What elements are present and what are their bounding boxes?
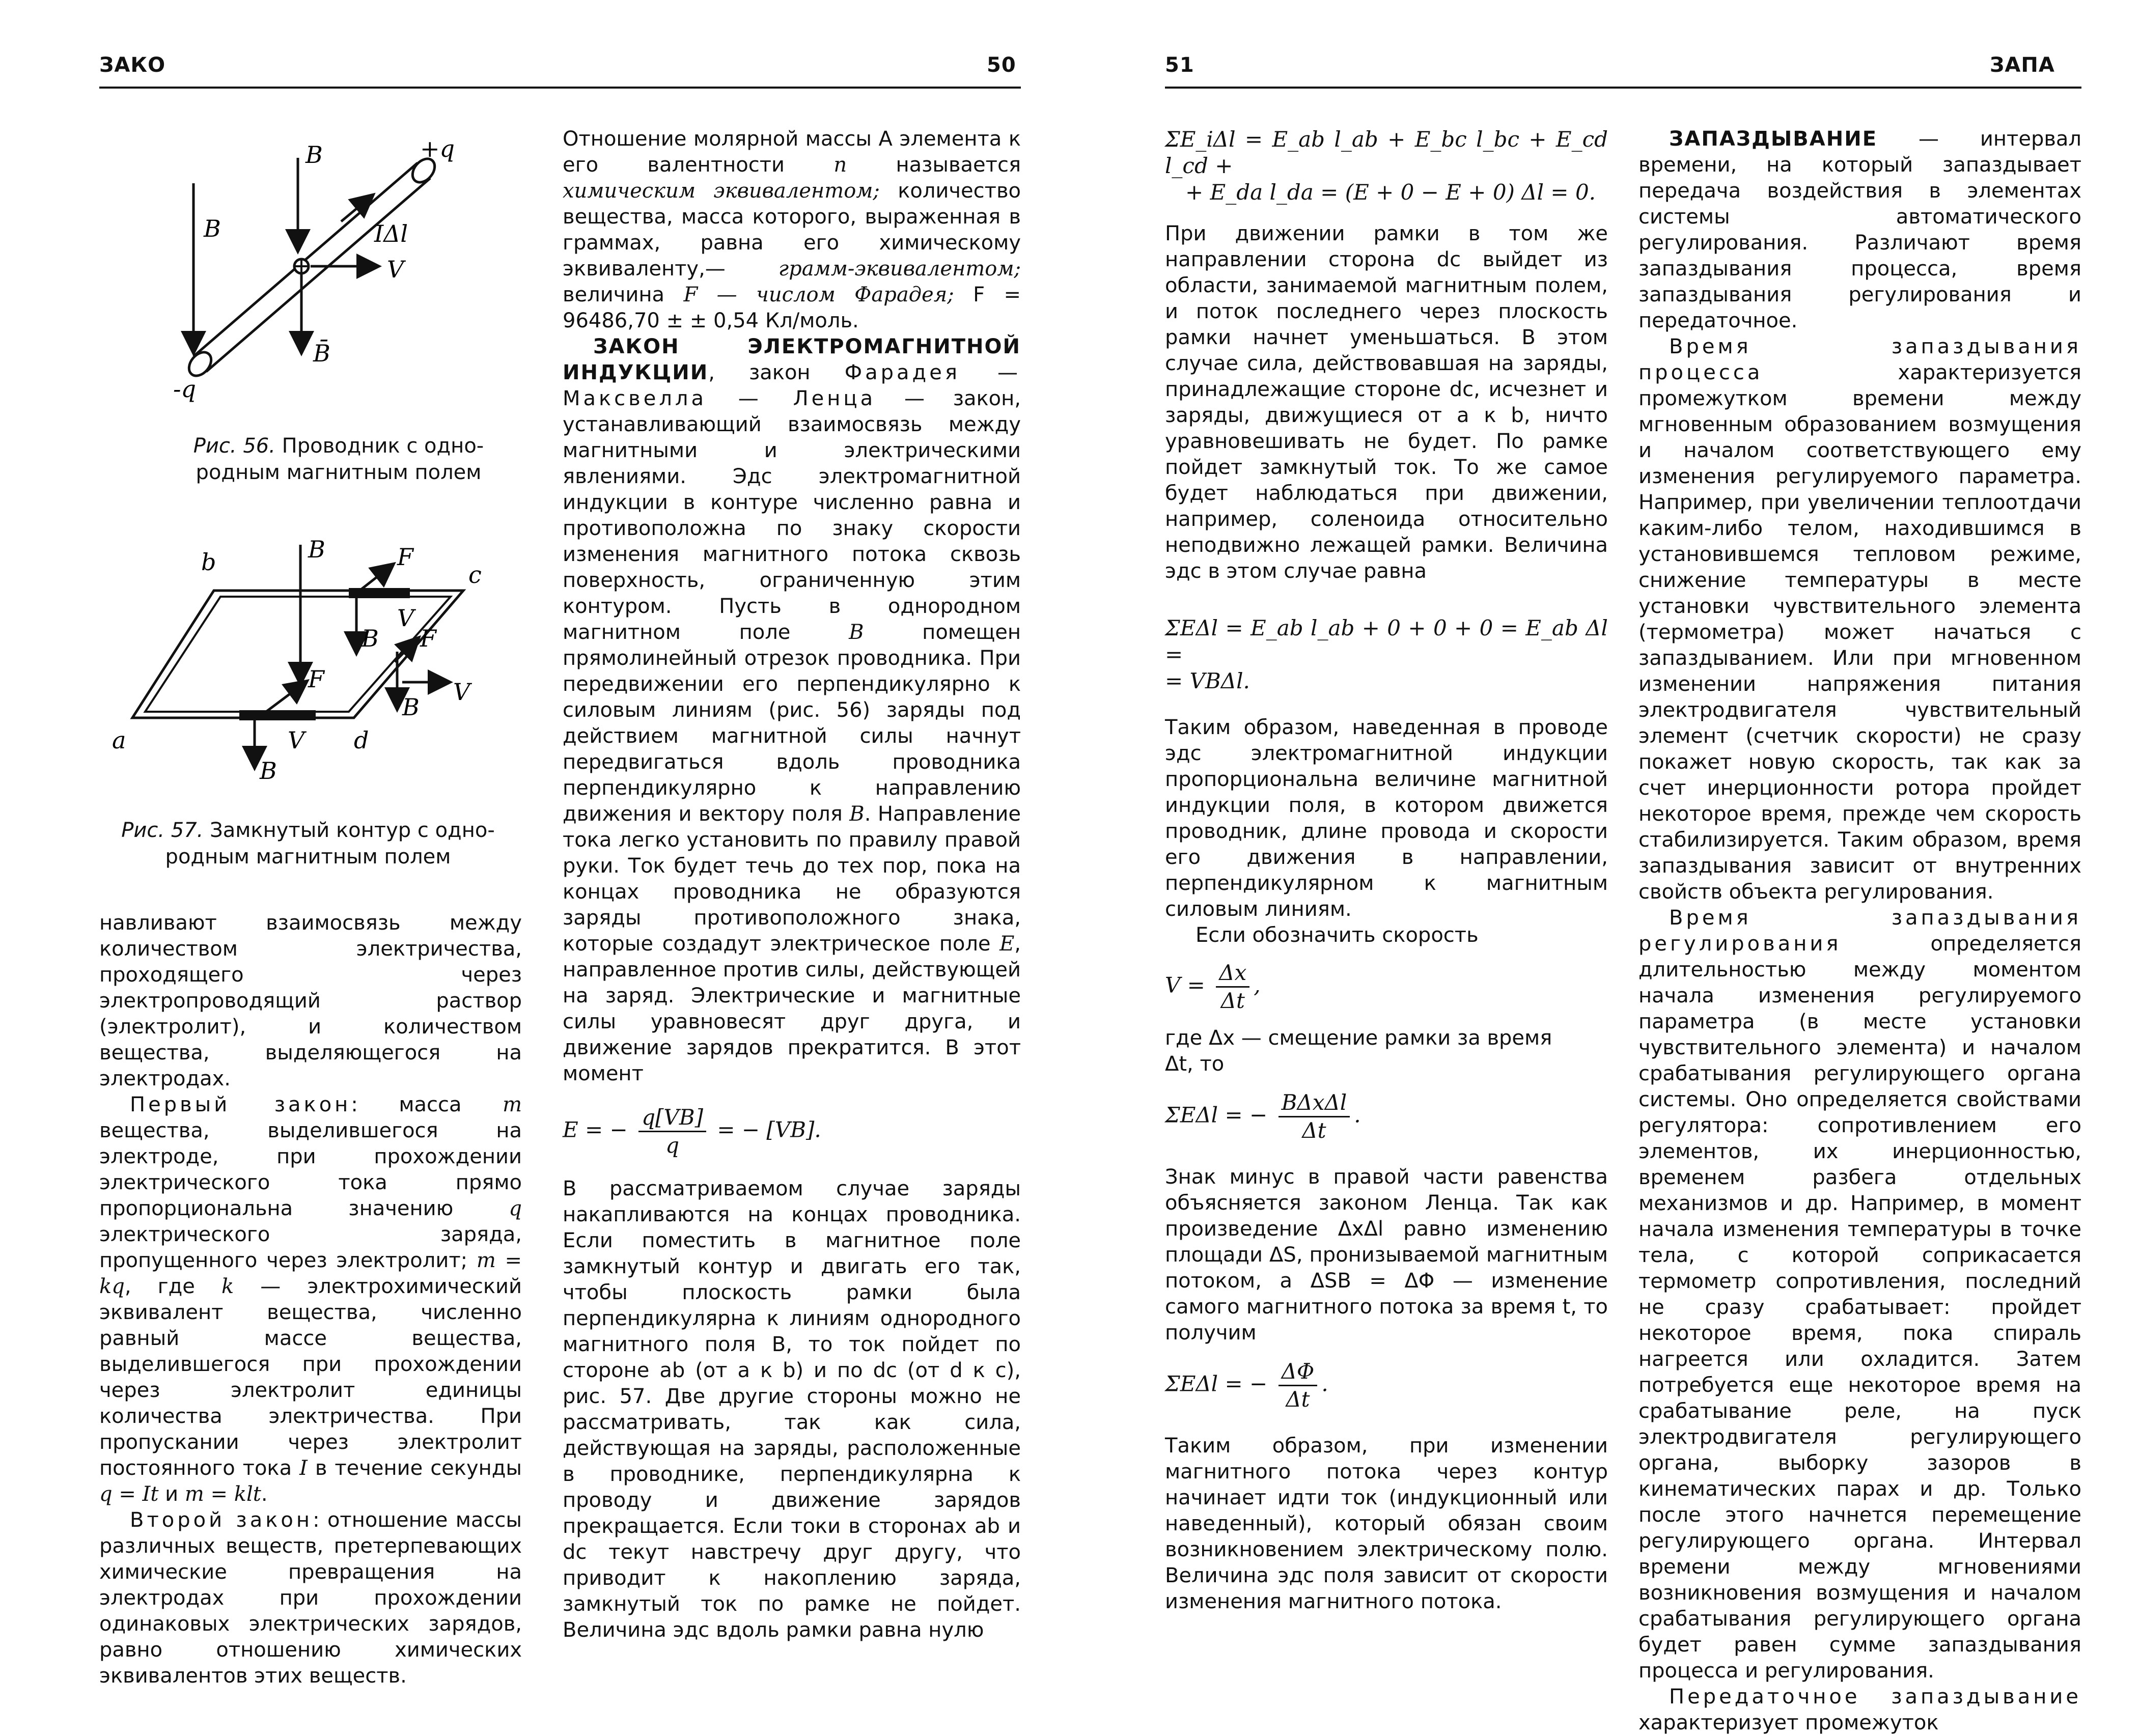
label-c: c: [468, 561, 482, 589]
label-b-left: B: [204, 215, 221, 242]
page-number-right: 51: [1165, 53, 1194, 77]
col3-paragraph-3: Если обозначить скорость: [1196, 923, 1479, 947]
page-number-left: 50: [987, 53, 1016, 77]
current-arrow: [341, 196, 372, 221]
figure-56-conductor: [153, 132, 509, 417]
col2-paragraph-1: Отношение молярной массы А элемента к его валентности n называется химическим эквивалентом; количество вещества, масса которого, выраженная в граммах, равна его химическому эквиваленту,— грамм-эквивалентом; величина F — числом Фарадея; F = 96486,70 ± ± 0,54 Кл/моль.: [563, 127, 1021, 332]
label-f-bottom: F: [308, 665, 324, 693]
figure-56-label: Рис. 56.: [193, 434, 275, 458]
label-b-vector: B̄: [313, 340, 330, 367]
label-b: b: [201, 548, 216, 576]
figure-57-label: Рис. 57.: [121, 819, 204, 842]
col2-paragraph-3: В рассматриваемом случае заряды накапливаются на концах проводника. Если поместить в магнитное поле замкнутый контур и двигать его так, чтобы плоскость рамки была перпендикулярна к линиям однородного магнитного поля B, то ток пойдет по стороне ab (от a к b) и по dc (от d к c), рис. 57. Две другие стороны можно не рассматривать, так как сила, действующая на заряды, расположенные в проводнике, перпендикулярна к проводу и движение зарядов прекращается. Если токи в сторонах ab и dc текут навстречу друг другу, что приводит к накоплению заряда, замкнутый ток по рамке не пойдет. Величина эдс вдоль рамки равна нулю: [563, 1177, 1021, 1642]
label-b-top-small: B: [362, 625, 379, 652]
label-f-top: F: [397, 543, 413, 571]
loop-conductor-bottom: [239, 710, 316, 720]
col3-paragraph-4: где Δx — смещение рамки за время Δt, то: [1165, 1026, 1552, 1076]
label-v-top: V: [397, 604, 414, 632]
column-4: [1638, 126, 2081, 1736]
col4-paragraph-process: Время запаздывания процесса характеризуется промежутком времени между мгновенным образованием возмущения и началом соответствующего ему изменения регулируемого параметра. Например, при увеличении теплоотдачи каким-либо телом, находившимся в установившемся тепловом режиме, снижение температуры в месте установки чувствительного элемента (термометра) может начаться с запаздыванием. Или при мгновенном изменении напряжения питания электродвигателя чувствительный элемент (счетчик скорости) не сразу покажет новую скорость, так как за счет инерционности ротора пройдет некоторое время, прежде чем скорость стабилизируется. Таким образом, время запаздывания зависит от внутренних свойств объекта регулирования.: [1638, 335, 2081, 904]
col4-paragraph-regulation: Время запаздывания регулирования определяется длительностью между моментом начала изменения регулируемого параметра (в месте установки чувствительного элемента) и началом срабатывания регулирующего органа системы. Оно определяется свойствами регулятора: сопротивлением его элементов, их инерционностью, временем разбега отдельных механизмов и др. Например, в момент начала изменения температуры в точке тела, с которой соприкасается термометр сопротивления, последний не сразу срабатывает: пройдет некоторое время, пока спираль нагреется или охладится. Затем потребуется еще некоторое время на срабатывание реле, на пуск электродвигателя регулирующего органа, выборку зазоров в кинематических парах и др. Только после этого начнется перемещение регулирующего органа. Интервал времени между мгновениями возникновения возмущения и началом срабатывания регулирующего органа будет равен сумме запаздывания процесса и регулирования.: [1638, 906, 2081, 1683]
label-v-right: V: [453, 678, 470, 706]
col2-entry-electromagnetic-induction: ЗАКОН ЭЛЕКТРОМАГНИТНОЙ ИНДУКЦИИ, закон Фарадея — Максвелла — Ленца — закон, устанавливающий взаимосвязь между магнитными и электрическими явлениями. Эдс электромагнитной индукции в контуре численно равна и противоположна по знаку скорости изменения магнитного потока сквозь поверхность, ограниченную этим контуром. Пусть в однородном магнитном поле B помещен прямолинейный отрезок проводника. При передвижении его перпендикулярно к силовым линиям (рис. 56) заряды под действием магнитной силы начнут передвигаться вдоль проводника перпендикулярно к направлению движения и вектору поля B. Направление тока легко установить по правилу правой руки. Ток будет течь до тех пор, пока на концах проводника не образуются заряды противоположного знака, которые создадут электрическое поле E, направленное против силы, действующей на заряд. Электрические и магнитные силы уравновесят друг друга, и движение зарядов прекратится. В этот момент: [563, 335, 1021, 1085]
label-b-top: B: [305, 141, 323, 169]
col1-paragraph-2: Первый закон: масса m вещества, выделившегося на электроде, при прохождении электрического тока прямо пропорциональна значению q электрического заряда, пропущенного через электролит; m = kq, где k — электрохимический эквивалент вещества, численно равный массе вещества, выделившегося при прохождении через электролит единицы количества электричества. При пропускании через электролит постоянного тока I в течение секунды q = It и m = klt.: [99, 1093, 522, 1506]
headword-delay: ЗАПАЗДЫВАНИЕ: [1669, 127, 1878, 151]
force-bottom: [265, 682, 305, 713]
label-b-bottom-small: B: [260, 757, 277, 785]
headword-induction: ЗАКОН ЭЛЕКТРОМАГНИТНОЙ ИНДУКЦИИ: [563, 335, 1021, 384]
label-a: a: [112, 726, 126, 754]
col3-paragraph-1: При движении рамки в том же направлении сторона dc выйдет из области, занимаемой магнитным полем, и поток последнего через плоскость рамки начнет уменьшаться. В этом случае сила, действовавшая на заряды, принадлежащие стороне dc, исчезнет и заряды, движущиеся от a к b, ничто уравновешивать не будет. По рамке пойдет замкнутый ток. То же самое будет наблюдаться при движении, например, соленоида относительно неподвижно лежащей рамки. Величина эдс в этом случае равна: [1165, 222, 1608, 583]
label-b-field-main: B: [308, 536, 325, 563]
running-head-left: ЗАКО: [99, 53, 166, 77]
label-v-bottom: V: [288, 726, 305, 754]
figure-56-caption: Рис. 56. Проводник с одно- родным магнитным полем: [193, 434, 484, 484]
col3-paragraph-5: Знак минус в правой части равенства объясняется законом Ленца. Так как произведение ΔxΔl равно изменению площади ΔS, пронизываемой магнитным потоком, а ΔSB = ΔΦ — изменение самого магнитного потока за время t, то получим: [1165, 1165, 1608, 1345]
right-page: [1071, 0, 2140, 1734]
label-f-right: F: [420, 625, 436, 652]
column-1: [99, 910, 522, 1689]
column-3: [1165, 126, 1608, 1615]
col4-entry-delay: ЗАПАЗДЫВАНИЕ — интервал времени, на который запаздывает передача воздействия в элементах системы автоматического регулирования. Различают время запаздывания процесса, время запаздывания регулирования и передаточное.: [1638, 127, 2081, 332]
col1-paragraph-1: навливают взаимосвязь между количеством электричества, проходящего через электропроводящий раствор (электролит), и количеством вещества, выделяющегося на электродах.: [99, 911, 522, 1090]
formula-emf-flux: ΣEΔl = − $\frac{\Delta\Phi}{\Delta t}$ .: [1165, 1359, 1328, 1412]
header-rule-right: [1165, 87, 2081, 89]
label-plus-q: +q: [420, 135, 455, 162]
left-page: [0, 0, 1069, 1688]
label-b-right-small: B: [402, 693, 420, 721]
label-d: d: [354, 726, 369, 754]
formula-velocity: V = $\frac{\Delta x}{\Delta t}$ ,: [1165, 960, 1261, 1013]
label-i-dl: IΔl: [374, 220, 408, 247]
formula-emf-bxl: ΣEΔl = − $\frac{\text{BΔxΔl}}{\Delta t}$ .: [1165, 1090, 1361, 1143]
running-head-right: ЗАПА: [1990, 53, 2055, 77]
formula-e-vb: E = − $\frac{q[VB]}{q}$ = − [VB].: [563, 1105, 821, 1158]
figure-57-loop: [112, 535, 509, 799]
col4-paragraph-transfer: Передаточное запаздывание характеризует промежуток: [1638, 1685, 2081, 1734]
label-v: V: [387, 256, 404, 283]
col1-paragraph-3: Второй закон: отношение массы различных веществ, претерпевающих химические превращения на электродах при прохождении одинаковых электрических зарядов, равно отношению химических эквивалентов этих веществ.: [99, 1508, 522, 1688]
label-minus-q: -q: [173, 375, 196, 403]
header-rule-left: [99, 87, 1021, 89]
col3-paragraph-6: Таким образом, при изменении магнитного потока через контур начинает идти ток (индукционный или наведенный), который обязан своим возникновением электрическому полю. Величина эдс поля зависит от скорости изменения магнитного потока.: [1165, 1434, 1608, 1613]
column-2: [563, 126, 1021, 1643]
formula-emf-vbl: ΣEΔl = E_ab l_ab + 0 + 0 + 0 = E_ab Δl = = VBΔl.: [1165, 615, 1608, 693]
figure-57-caption: Рис. 57. Замкнутый контур с одно- родным магнитным полем: [121, 819, 495, 869]
col3-paragraph-2: Таким образом, наведенная в проводе эдс электромагнитной индукции пропорциональна величине магнитной индукции поля, в котором движется проводник, длине провода и скорости его движения в направлении, перпендикулярном к магнитным силовым линиям.: [1165, 716, 1608, 921]
formula-sum-zero: ΣE_iΔl = E_ab l_ab + E_bc l_bc + E_cd l_cd + + E_da l_da = (E + 0 − E + 0) Δl = 0.: [1165, 127, 1608, 205]
